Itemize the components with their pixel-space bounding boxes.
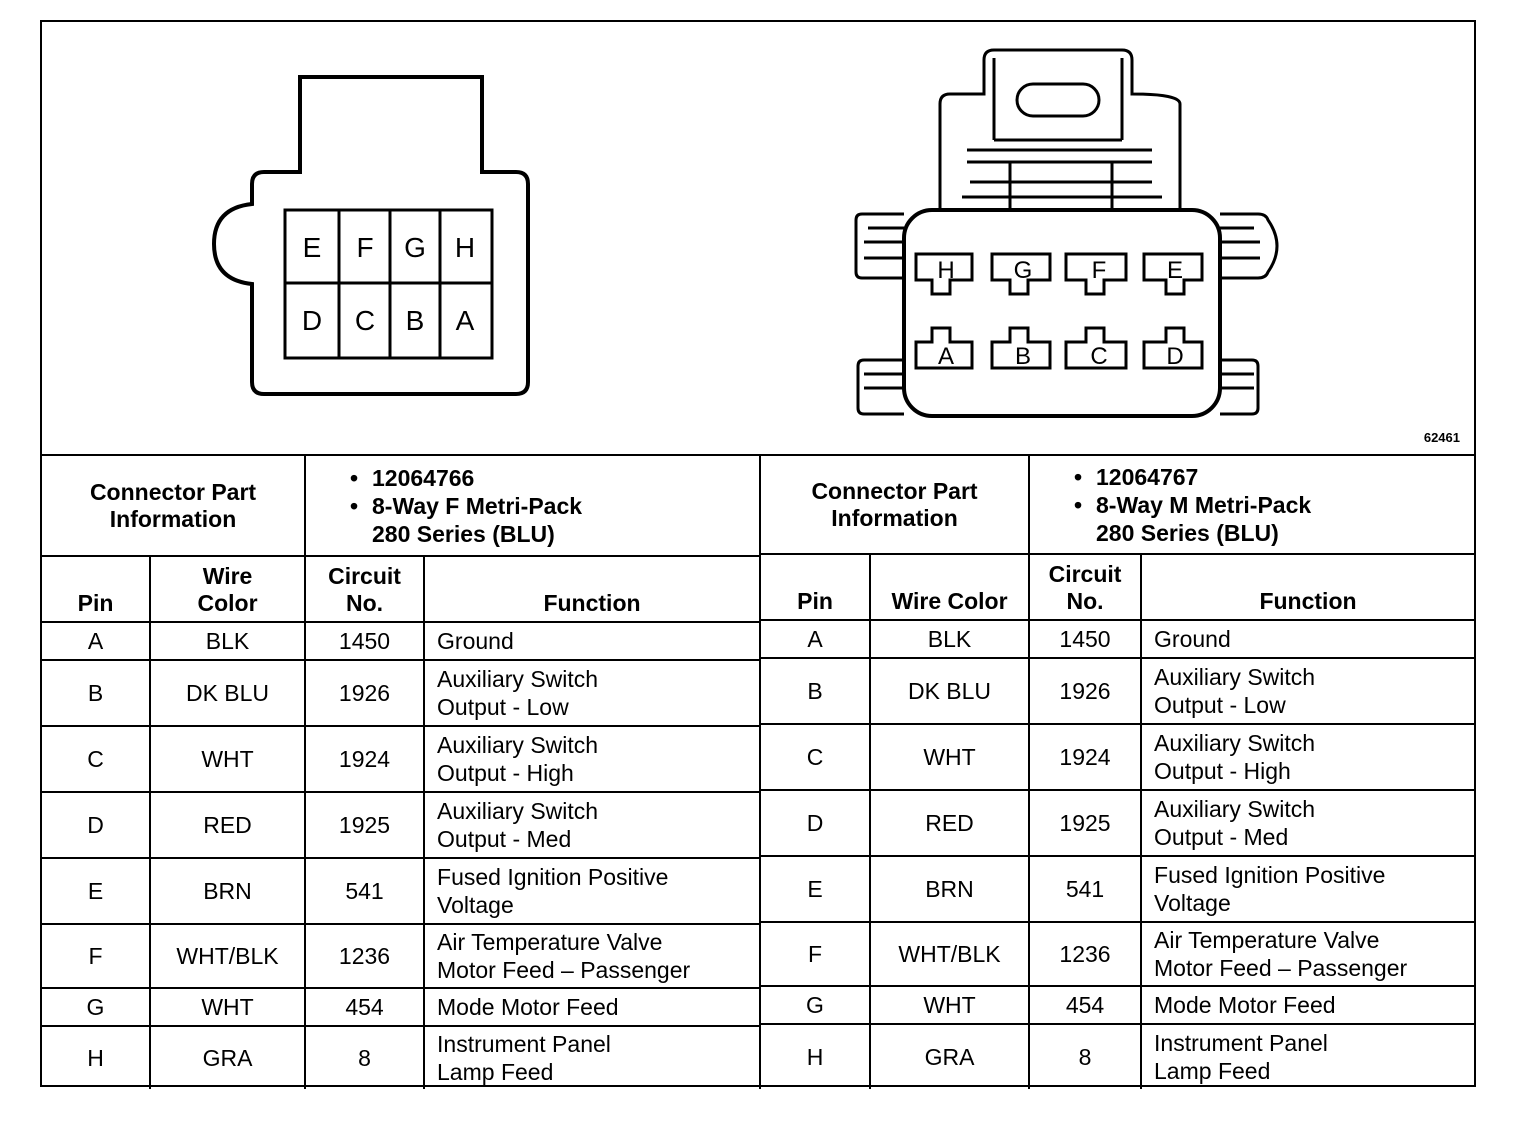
female-pin-label: E	[302, 232, 322, 263]
function-cell	[424, 988, 759, 1026]
pin-cell: G	[42, 988, 150, 1026]
function-line: Instrument Panel	[437, 1031, 611, 1057]
function-line: Output - Med	[437, 826, 572, 852]
function-line: Output - Low	[1154, 692, 1286, 718]
pin-cell: G	[761, 986, 870, 1024]
function-line: Motor Feed – Passenger	[437, 957, 691, 983]
table-row	[761, 856, 1474, 922]
table-row	[42, 858, 759, 924]
function-cell	[1141, 658, 1474, 724]
header-line: Circuit	[1048, 561, 1122, 587]
table-row	[761, 986, 1474, 1024]
function-cell	[1141, 790, 1474, 856]
header-line: Circuit	[328, 563, 401, 589]
female-pin-label: D	[301, 305, 323, 336]
circuit-cell: 454	[305, 988, 424, 1026]
circuit-cell: 1450	[305, 622, 424, 660]
male-latch-housing	[940, 50, 1180, 212]
female-pin-label: G	[404, 232, 426, 263]
circuit-header	[305, 556, 424, 622]
wire-color-cell: BRN	[870, 856, 1029, 922]
function-cell	[424, 858, 759, 924]
function-line: Output - High	[1154, 758, 1291, 784]
connector-part-info-label	[42, 456, 305, 556]
part-info-row	[761, 456, 1474, 554]
female-pin-label: B	[405, 305, 425, 336]
female-pin-label: F	[356, 232, 374, 263]
male-bottom-rail-left	[858, 360, 904, 414]
male-side-rail-right	[1220, 214, 1277, 278]
wire-color-header	[150, 556, 305, 622]
connector-series: 280 Series (BLU)	[372, 520, 555, 547]
wire-color-cell: DK BLU	[870, 658, 1029, 724]
wire-color-cell: GRA	[870, 1024, 1029, 1089]
male-connector-table	[761, 456, 1474, 1089]
connector-illustrations	[42, 22, 1474, 454]
function-line: Voltage	[437, 892, 514, 918]
male-connector-face	[856, 50, 1277, 416]
function-line: Lamp Feed	[1154, 1058, 1271, 1084]
male-pin-label: C	[1090, 343, 1108, 370]
wire-color-cell: BLK	[150, 622, 305, 660]
male-latch-tab	[1017, 84, 1099, 116]
function-cell	[1141, 620, 1474, 658]
male-pin-label: B	[1014, 343, 1032, 370]
female-pin-label: A	[455, 305, 475, 336]
function-line: Ground	[437, 628, 514, 654]
table-row	[761, 620, 1474, 658]
circuit-cell: 1924	[305, 726, 424, 792]
function-line: Mode Motor Feed	[1154, 992, 1336, 1018]
header-line: No.	[1066, 588, 1104, 614]
header-line: Wire	[202, 563, 253, 589]
table-row	[761, 724, 1474, 790]
table-row	[42, 792, 759, 858]
table-row	[761, 1024, 1474, 1089]
function-line: Voltage	[1154, 890, 1231, 916]
function-cell	[424, 924, 759, 988]
function-header: Function	[1141, 554, 1474, 620]
connector-drawings	[42, 22, 1474, 454]
circuit-cell: 454	[1029, 986, 1141, 1024]
table-row	[42, 726, 759, 792]
male-pin-label: A	[937, 343, 955, 370]
connector-description: • 8-Way F Metri-Pack	[350, 492, 747, 520]
info-label-line: Information	[831, 504, 958, 531]
male-bottom-rail-right	[1220, 360, 1258, 414]
male-pin-labels	[937, 257, 1183, 370]
wire-color-cell: BLK	[870, 620, 1029, 658]
table-row	[42, 988, 759, 1026]
function-cell	[424, 622, 759, 660]
table-row	[42, 622, 759, 660]
table-row	[761, 922, 1474, 986]
male-side-rail-left	[856, 214, 904, 278]
pinout-tables	[42, 454, 1474, 1089]
info-label-line: Connector Part	[89, 478, 257, 505]
function-line: Auxiliary Switch	[437, 798, 599, 824]
female-pin-label: H	[454, 232, 476, 263]
wire-color-cell: WHT	[150, 988, 305, 1026]
function-cell	[1141, 922, 1474, 986]
function-cell	[424, 660, 759, 726]
circuit-cell: 541	[1029, 856, 1141, 922]
connector-part-info-label	[761, 456, 1029, 554]
function-line: Fused Ignition Positive	[437, 864, 669, 890]
pin-cell: D	[42, 792, 150, 858]
circuit-cell: 1926	[1029, 658, 1141, 724]
figure-number: 62461	[1423, 430, 1460, 445]
function-line: Motor Feed – Passenger	[1154, 955, 1408, 981]
circuit-cell: 1450	[1029, 620, 1141, 658]
function-line: Auxiliary Switch	[1154, 664, 1316, 690]
table-row	[761, 658, 1474, 724]
circuit-cell: 1925	[305, 792, 424, 858]
pin-cell: C	[42, 726, 150, 792]
connector-part-info	[1029, 456, 1474, 554]
function-line: Output - Med	[1154, 824, 1289, 850]
function-cell	[1141, 1024, 1474, 1089]
wire-color-cell: WHT	[870, 724, 1029, 790]
function-line: Fused Ignition Positive	[1154, 862, 1386, 888]
pin-cell: H	[42, 1026, 150, 1089]
female-connector-table	[42, 456, 761, 1089]
male-pin-label: H	[937, 257, 955, 284]
function-cell	[1141, 724, 1474, 790]
circuit-cell: 1925	[1029, 790, 1141, 856]
wire-color-cell: WHT/BLK	[150, 924, 305, 988]
pin-cell: F	[42, 924, 150, 988]
pin-cell: B	[42, 660, 150, 726]
pin-cell: H	[761, 1024, 870, 1089]
header-line: No.	[345, 590, 384, 616]
header-row	[761, 554, 1474, 620]
part-number: • 12064767	[1074, 463, 1462, 491]
pin-cell: B	[761, 658, 870, 724]
function-line: Ground	[1154, 626, 1231, 652]
wire-color-cell: RED	[870, 790, 1029, 856]
function-line: Output - High	[437, 760, 574, 786]
male-pin-label: F	[1091, 257, 1107, 284]
pin-header: Pin	[42, 556, 150, 622]
wire-color-cell: WHT	[150, 726, 305, 792]
circuit-cell: 1236	[305, 924, 424, 988]
wire-color-cell: WHT	[870, 986, 1029, 1024]
function-line: Auxiliary Switch	[437, 732, 599, 758]
pin-cell: D	[761, 790, 870, 856]
function-line: Mode Motor Feed	[437, 994, 619, 1020]
connector-series: 280 Series (BLU)	[1096, 519, 1279, 546]
function-cell	[1141, 986, 1474, 1024]
function-line: Lamp Feed	[437, 1059, 554, 1085]
table-row	[42, 660, 759, 726]
info-label-line: Connector Part	[811, 477, 978, 504]
function-line: Output - Low	[437, 694, 569, 720]
function-line: Air Temperature Valve	[1154, 927, 1380, 953]
table-row	[42, 1026, 759, 1089]
info-label-line: Information	[109, 505, 237, 532]
wire-color-cell: BRN	[150, 858, 305, 924]
male-latch-inner	[994, 58, 1122, 140]
function-cell	[424, 1026, 759, 1089]
circuit-cell: 8	[1029, 1024, 1141, 1089]
circuit-cell: 1926	[305, 660, 424, 726]
table-row	[761, 790, 1474, 856]
connector-diagram-frame	[40, 20, 1476, 1087]
function-line: Air Temperature Valve	[437, 929, 663, 955]
function-cell	[1141, 856, 1474, 922]
header-line: Color	[197, 590, 258, 616]
male-pin-label: E	[1166, 257, 1184, 284]
header-row	[42, 556, 759, 622]
male-pin-label: G	[1013, 257, 1033, 284]
wire-color-cell: RED	[150, 792, 305, 858]
pin-cell: A	[42, 622, 150, 660]
pin-header: Pin	[761, 554, 870, 620]
wire-color-cell: WHT/BLK	[870, 922, 1029, 986]
wire-color-header: Wire Color	[870, 554, 1029, 620]
wire-color-cell: GRA	[150, 1026, 305, 1089]
circuit-cell: 1236	[1029, 922, 1141, 986]
circuit-cell: 8	[305, 1026, 424, 1089]
function-cell	[424, 792, 759, 858]
circuit-cell: 1924	[1029, 724, 1141, 790]
function-cell	[424, 726, 759, 792]
function-header: Function	[424, 556, 759, 622]
circuit-cell: 541	[305, 858, 424, 924]
pin-cell: F	[761, 922, 870, 986]
pin-cell: A	[761, 620, 870, 658]
circuit-header	[1029, 554, 1141, 620]
wire-color-cell: DK BLU	[150, 660, 305, 726]
function-line: Instrument Panel	[1154, 1030, 1328, 1056]
female-pin-label: C	[354, 305, 376, 336]
function-line: Auxiliary Switch	[437, 666, 599, 692]
connector-part-info	[305, 456, 759, 556]
pin-cell: E	[42, 858, 150, 924]
pin-cell: E	[761, 856, 870, 922]
function-line: Auxiliary Switch	[1154, 730, 1316, 756]
male-connector-body	[904, 210, 1220, 416]
function-line: Auxiliary Switch	[1154, 796, 1316, 822]
part-number: • 12064766	[350, 464, 747, 492]
table-row	[42, 924, 759, 988]
connector-description: • 8-Way M Metri-Pack	[1074, 491, 1462, 519]
part-info-row	[42, 456, 759, 556]
male-pin-label: D	[1166, 343, 1184, 370]
pin-cell: C	[761, 724, 870, 790]
